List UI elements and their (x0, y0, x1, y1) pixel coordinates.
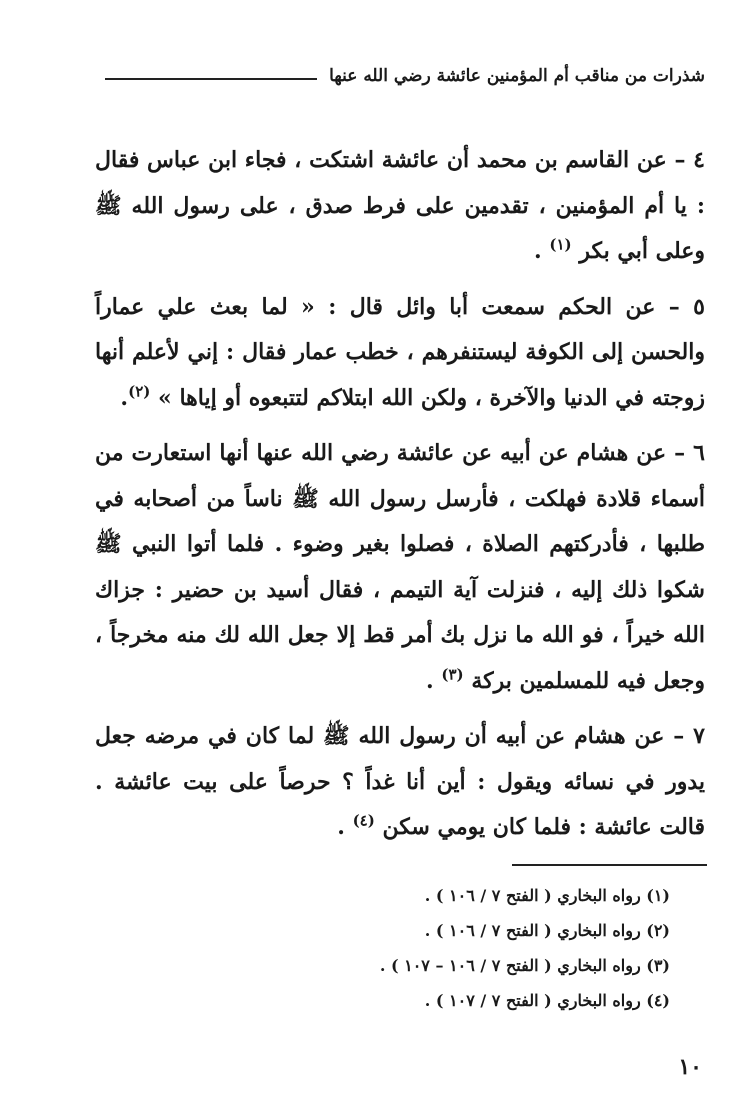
footnote-marker: (١) (549, 235, 572, 254)
footnote-marker: (٤) (352, 811, 375, 830)
paragraph-text: ٦ – عن هشام عن أبيه عن عائشة رضي الله عنها أنها استعارت من أسماء قلادة فهلكت ، فأرسل رسول الله ﷺ ناساً من أصحابه في طلبها ، فأدركتهم الصلاة ، فصلوا بغير وضوء . فلما أتوا النبي ﷺ شكوا ذلك إليه ، فنزلت آية التيمم ، فقال أسيد بن حضير : جزاك الله خيراً ، فو الله ما نزل بك أمر قط إلا جعل الله لك منه مخرجاً ، وجعل فيه للمسلمين بركة (95, 440, 705, 694)
paragraph-tail: . (120, 384, 129, 411)
paragraph-text: ٤ – عن القاسم بن محمد أن عائشة اشتكت ، فجاء ابن عباس فقال : يا أم المؤمنين ، تقدمين على فرط صدق ، على رسول الله ﷺ وعلى أبي بكر (95, 147, 705, 264)
paragraph-6 (95, 431, 705, 704)
footnotes (110, 878, 670, 1018)
paragraph-7 (95, 714, 705, 851)
paragraph-text: ٧ – عن هشام عن أبيه أن رسول الله ﷺ لما كان في مرضه جعل يدور في نسائه ويقول : أين أنا غداً ؟ حرصاً على بيت عائشة . قالت عائشة : فلما كان يومي سكن (95, 723, 705, 840)
paragraph-tail: . (426, 667, 442, 694)
running-header (105, 58, 705, 94)
paragraph-text: ٥ – عن الحكم سمعت أبا وائل قال : « لما بعث علي عماراً والحسن إلى الكوفة ليستنفرهم ، خطب عمار فقال : إني لأعلم أنها زوجته في الدنيا والآخرة ، ولكن الله ابتلاكم لتتبعوه أو إياها » (95, 293, 705, 411)
paragraph-tail: . (534, 238, 550, 264)
paragraph-tail: . (337, 814, 353, 840)
footnote-marker: (٣) (441, 665, 464, 684)
footnote-separator (512, 864, 707, 866)
paragraph-4 (95, 138, 705, 275)
body-text (95, 138, 705, 861)
footnote-4: (٤) رواه البخاري ( الفتح ٧ / ١٠٧ ) . (424, 991, 670, 1010)
footnote-1: (١) رواه البخاري ( الفتح ٧ / ١٠٦ ) . (424, 886, 670, 905)
page-number: ١٠ (678, 1054, 702, 1080)
paragraph-5 (95, 285, 705, 422)
footnote-3: (٣) رواه البخاري ( الفتح ٧ / ١٠٦ – ١٠٧ ) . (379, 956, 670, 975)
footnote-2: (٢) رواه البخاري ( الفتح ٧ / ١٠٦ ) . (424, 921, 670, 940)
header-rule (105, 78, 317, 80)
running-title: شذرات من مناقب أم المؤمنين عائشة رضي الله عنها (329, 66, 705, 86)
footnote-marker: (٢) (128, 382, 151, 401)
